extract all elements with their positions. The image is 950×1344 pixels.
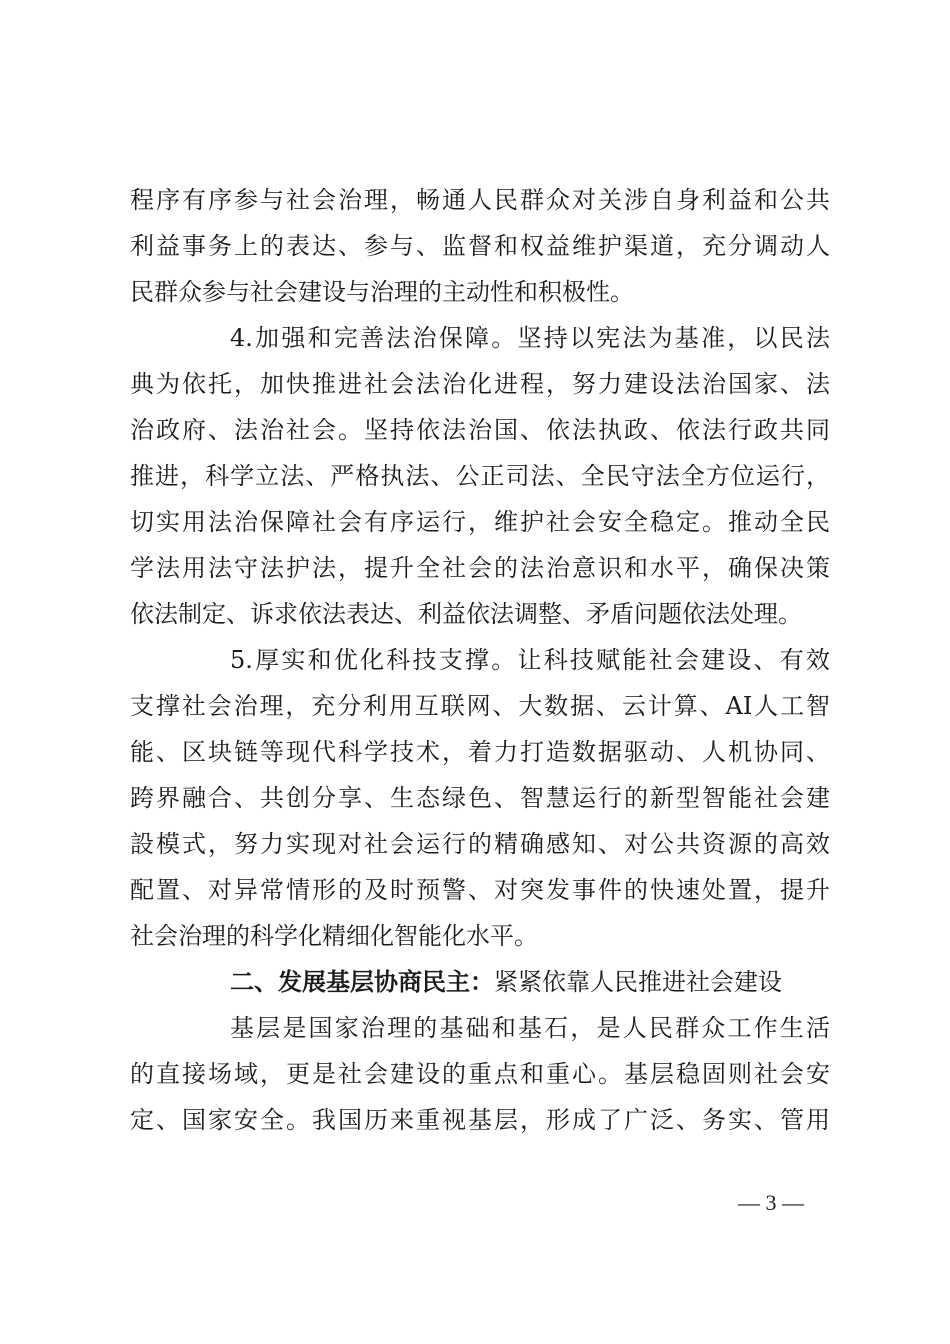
page-number: — 3 — xyxy=(738,1190,804,1215)
text-line: 学法用法守法护法，提升全社会的法治意识和水平，确保决策 xyxy=(130,554,830,582)
section-heading-bold: 二、发展基层协商民主： xyxy=(230,968,494,996)
text-line: 的直接场域，更是社会建设的重点和重心。基层稳固则社会安 xyxy=(130,1060,830,1088)
text-line: 民群众参与社会建设与治理的主动性和积极性。 xyxy=(130,278,634,306)
text-line: 推进，科学立法、严格执法、公正司法、全民守法全方位运行， xyxy=(130,462,830,490)
section-heading xyxy=(130,959,830,1005)
text-line: 依法制定、诉求依法表达、利益依法调整、矛盾问题依法处理。 xyxy=(130,600,802,628)
paragraph-4-start: 4.加强和完善法治保障。坚持以宪法为基准，以民法 xyxy=(230,324,830,352)
text-line: 切实用法治保障社会有序运行，维护社会安全稳定。推动全民 xyxy=(130,508,830,536)
text-line: 治政府、法治社会。坚持依法治国、依法执政、依法行政共同 xyxy=(130,416,830,444)
text-line: 程序有序参与社会治理，畅通人民群众对关涉自身利益和公共 xyxy=(130,186,830,214)
text-line: 配置、对异常情形的及时预警、对突发事件的快速处置，提升 xyxy=(130,876,830,904)
paragraph-grassroots-start: 基层是国家治理的基础和基石，是人民群众工作生活 xyxy=(230,1014,830,1042)
section-heading-rest: 紧紧依靠人民推进社会建设 xyxy=(494,968,782,996)
text-line: 典为依托，加快推进社会法治化进程，努力建设法治国家、法 xyxy=(130,370,830,398)
text-line: 利益事务上的表达、参与、监督和权益维护渠道，充分调动人 xyxy=(130,232,830,260)
text-line: 定、国家安全。我国历来重视基层，形成了广泛、务实、管用 xyxy=(130,1106,830,1134)
text-line: 設模式，努力实现对社会运行的精确感知、对公共资源的高效 xyxy=(130,830,830,858)
paragraph-5-start: 5.厚实和优化科技支撑。让科技赋能社会建设、有效 xyxy=(230,646,830,674)
text-line: 社会治理的科学化精细化智能化水平。 xyxy=(130,922,538,950)
text-line: 能、区块链等现代科学技术，着力打造数据驱动、人机协同、 xyxy=(130,738,830,766)
document-body xyxy=(130,177,830,1143)
text-line: 支撑社会治理，充分利用互联网、大数据、云计算、AI人工智 xyxy=(130,692,830,720)
text-line: 跨界融合、共创分享、生态绿色、智慧运行的新型智能社会建 xyxy=(130,784,830,812)
